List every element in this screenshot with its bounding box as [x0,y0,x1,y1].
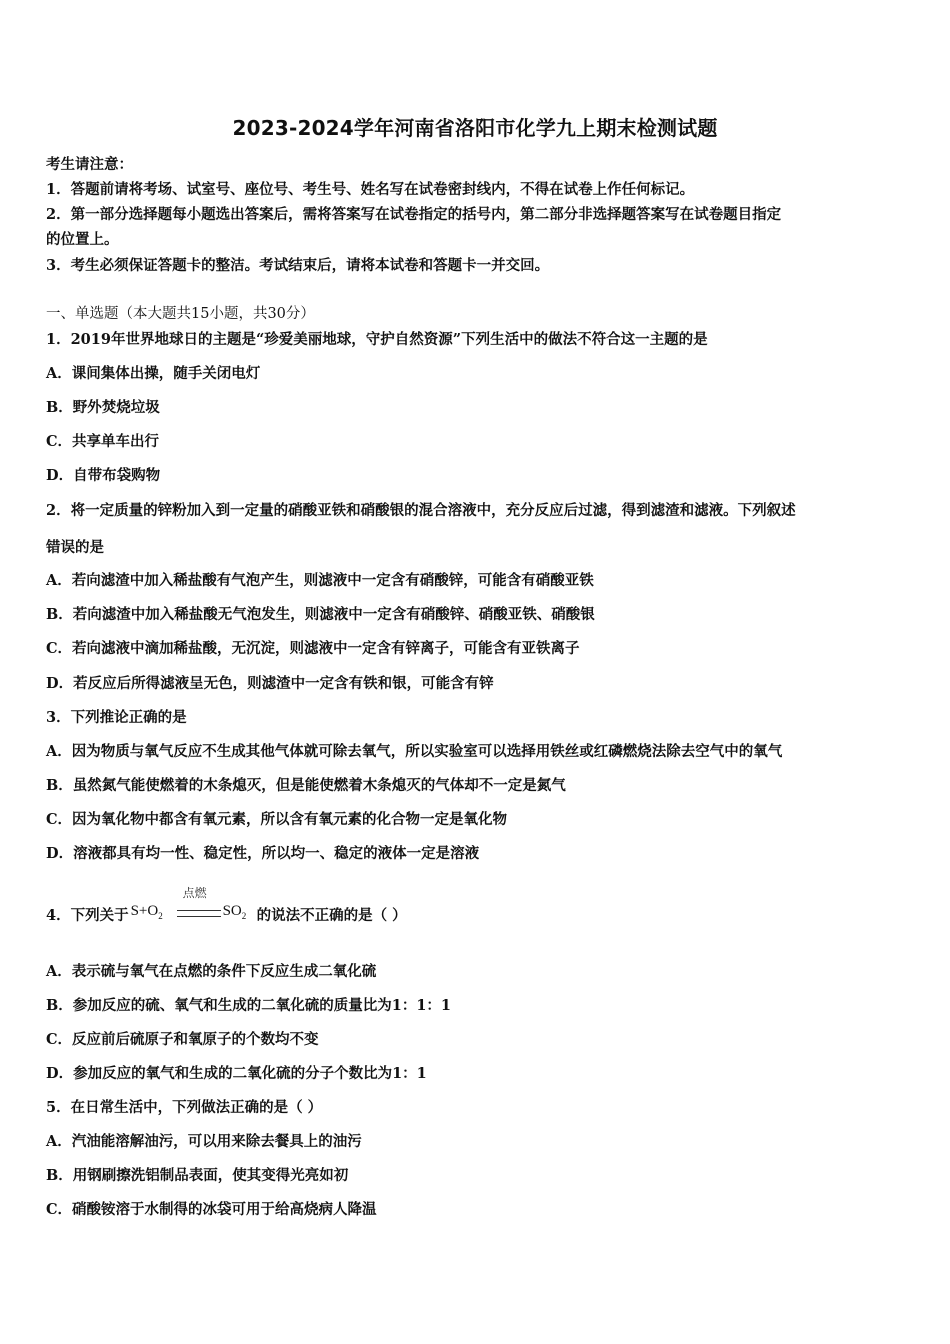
question-1-option-a: A．课间集体出操，随手关闭电灯 [46,365,261,382]
notice-heading: 考生请注意： [46,156,133,173]
question-4-stem [46,886,407,926]
question-1-stem: 1．2019年世界地球日的主题是“珍爱美丽地球，守护自然资源”下列生活中的做法不符合这一主题的是 [46,331,708,348]
equation-reactants: $S+O_2$ [130,903,163,921]
question-2-option-c: C．若向滤液中滴加稀盐酸，无沉淀，则滤液中一定含有锌离子，可能含有亚铁离子 [46,640,580,657]
equation-condition: 点燃 [182,886,207,900]
question-4-option-a: A．表示硫与氧气在点燃的条件下反应生成二氧化硫 [46,963,377,980]
question-3-option-a: A．因为物质与氧气反应不生成其他气体就可除去氧气，所以实验室可以选择用铁丝或红磷燃烧法除去空气中的氧气 [46,743,783,760]
question-4-option-b: B．参加反应的硫、氧气和生成的二氧化硫的质量比为1：1：1 [46,997,452,1014]
question-2-option-b: B．若向滤渣中加入稀盐酸无气泡发生，则滤液中一定含有硝酸锌、硝酸亚铁、硝酸银 [46,606,595,623]
notice-item: 2．第一部分选择题每小题选出答案后，需将答案写在试卷指定的括号内，第二部分非选择题答案写在试卷题目指定 [46,206,782,223]
question-4-prefix: 4．下列关于 [46,907,129,924]
question-4-suffix: 的说法不正确的是（ ） [256,907,407,924]
question-1-option-c: C．共享单车出行 [46,433,160,450]
chemical-equation [130,886,255,926]
question-1-option-b: B．野外焚烧垃圾 [46,399,160,416]
notice-item: 的位置上。 [46,231,119,248]
question-3-option-c: C．因为氧化物中都含有氧元素，所以含有氧元素的化合物一定是氧化物 [46,811,508,828]
question-3-option-b: B．虽然氮气能使燃着的木条熄灭，但是能使燃着木条熄灭的气体却不一定是氮气 [46,777,566,794]
page-title: 2023-2024学年河南省洛阳市化学九上期末检测试题 [232,116,718,140]
question-3-stem: 3．下列推论正确的是 [46,709,187,726]
question-5-stem: 5．在日常生活中，下列做法正确的是（ ） [46,1099,323,1116]
question-1-option-d: D．自带布袋购物 [46,467,161,484]
question-2-stem-continued: 错误的是 [46,539,104,556]
question-5-option-c: C．硝酸铵溶于水制得的冰袋可用于给高烧病人降温 [46,1201,377,1218]
notice-item: 1．答题前请将考场、试室号、座位号、考生号、姓名写在试卷密封线内，不得在试卷上作任何标记。 [46,181,695,198]
section-heading: 一、单选题（本大题共15小题，共30分） [46,306,315,322]
question-2-option-d: D．若反应后所得滤液呈无色，则滤渣中一定含有铁和银，可能含有锌 [46,675,494,692]
equation-products: $SO_2$ [222,903,247,921]
question-3-option-d: D．溶液都具有均一性、稳定性，所以均一、稳定的液体一定是溶液 [46,845,480,862]
question-4-option-d: D．参加反应的氧气和生成的二氧化硫的分子个数比为1：1 [46,1065,427,1082]
equation-equals-sign [177,910,221,917]
notice-item: 3．考生必须保证答题卡的整洁。考试结束后，请将本试卷和答题卡一并交回。 [46,257,550,274]
question-4-option-c: C．反应前后硫原子和氧原子的个数均不变 [46,1031,319,1048]
question-2-option-a: A．若向滤渣中加入稀盐酸有气泡产生，则滤液中一定含有硝酸锌，可能含有硝酸亚铁 [46,572,594,589]
question-5-option-b: B．用钢刷擦洗铝制品表面，使其变得光亮如初 [46,1167,349,1184]
question-2-stem: 2．将一定质量的锌粉加入到一定量的硝酸亚铁和硝酸银的混合溶液中，充分反应后过滤，得到滤渣和滤液。下列叙述 [46,502,796,519]
question-5-option-a: A．汽油能溶解油污，可以用来除去餐具上的油污 [46,1133,362,1150]
